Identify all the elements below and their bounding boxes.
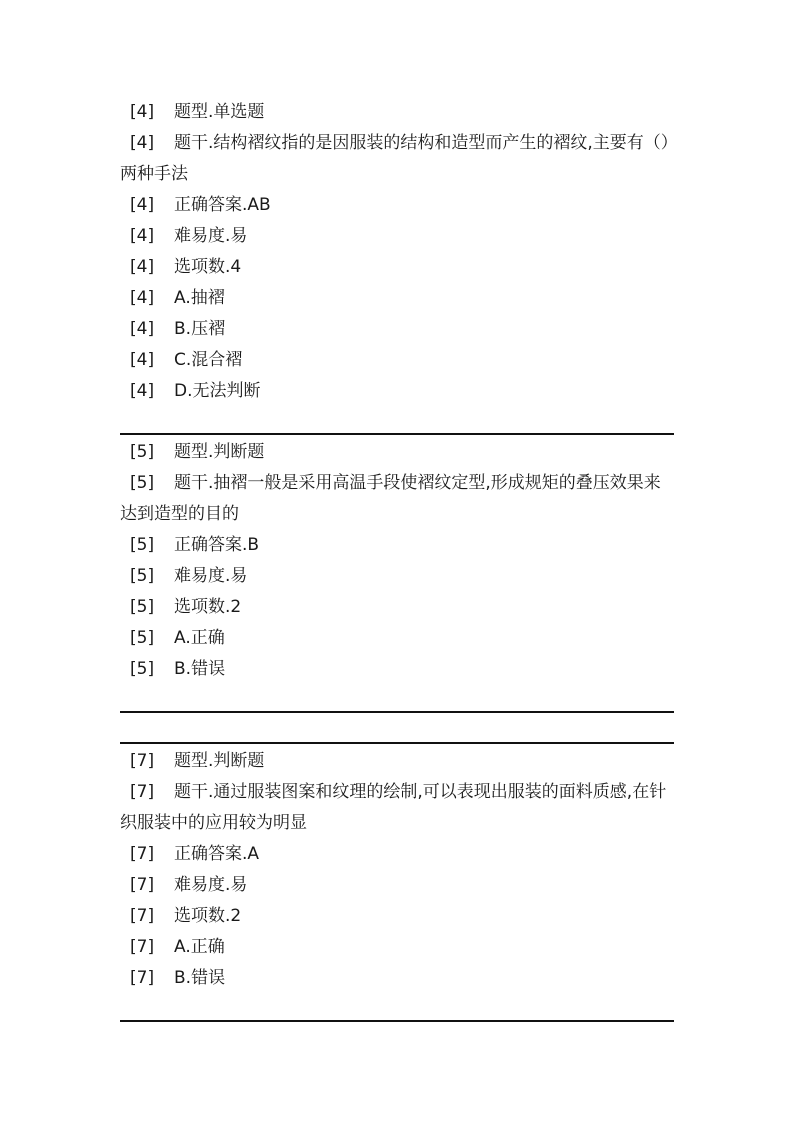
option-line	[120, 623, 674, 654]
question-type-line	[120, 97, 674, 128]
question-type: 题型.单选题	[174, 102, 265, 122]
option-d: D.无法判断	[174, 381, 261, 401]
question-tag: [7]	[130, 906, 155, 926]
question-stem-line	[120, 777, 674, 839]
option-line	[120, 932, 674, 963]
option-a: A.正确	[174, 628, 225, 648]
question-type: 题型.判断题	[174, 751, 265, 771]
question-tag: [5]	[130, 659, 155, 679]
answer-line	[120, 530, 674, 561]
option-count: 选项数.2	[174, 597, 242, 617]
option-c: C.混合褶	[174, 350, 243, 370]
option-b: B.错误	[174, 968, 226, 988]
question-tag: [4]	[130, 350, 155, 370]
question-tag: [7]	[130, 844, 155, 864]
option-count: 选项数.2	[174, 906, 242, 926]
correct-answer: 正确答案.AB	[174, 195, 271, 215]
option-a: A.抽褶	[174, 288, 225, 308]
question-tag: [5]	[130, 597, 155, 617]
question-stem-line	[120, 128, 674, 190]
option-count-line	[120, 252, 674, 283]
option-count-line	[120, 592, 674, 623]
question-tag: [7]	[130, 751, 155, 771]
question-tag: [7]	[130, 875, 155, 895]
question-type-line	[120, 437, 674, 468]
question-block-7	[120, 746, 674, 994]
difficulty-line	[120, 221, 674, 252]
question-tag: [4]	[130, 102, 155, 122]
option-line	[120, 314, 674, 345]
difficulty: 难易度.易	[174, 566, 248, 586]
option-b: B.错误	[174, 659, 226, 679]
divider-line	[120, 742, 674, 744]
question-tag: [7]	[130, 968, 155, 988]
answer-line	[120, 839, 674, 870]
question-tag: [4]	[130, 195, 155, 215]
question-stem: 题干.结构褶纹指的是因服装的结构和造型而产生的褶纹,主要有（）两种手法	[120, 133, 670, 184]
question-type: 题型.判断题	[174, 442, 265, 462]
answer-line	[120, 190, 674, 221]
question-tag: [4]	[130, 319, 155, 339]
question-tag: [4]	[130, 226, 155, 246]
option-count: 选项数.4	[174, 257, 242, 277]
option-line	[120, 654, 674, 685]
question-tag: [7]	[130, 782, 155, 802]
question-type-line	[120, 746, 674, 777]
question-block-5	[120, 437, 674, 685]
correct-answer: 正确答案.A	[174, 844, 260, 864]
question-block-4	[120, 97, 674, 407]
question-tag: [5]	[130, 535, 155, 555]
option-count-line	[120, 901, 674, 932]
question-tag: [4]	[130, 257, 155, 277]
option-line	[120, 963, 674, 994]
question-tag: [5]	[130, 473, 155, 493]
option-line	[120, 283, 674, 314]
question-tag: [7]	[130, 937, 155, 957]
option-line	[120, 376, 674, 407]
question-tag: [4]	[130, 381, 155, 401]
correct-answer: 正确答案.B	[174, 535, 260, 555]
question-tag: [5]	[130, 628, 155, 648]
divider-line	[120, 711, 674, 713]
option-a: A.正确	[174, 937, 225, 957]
question-tag: [5]	[130, 566, 155, 586]
question-stem: 题干.抽褶一般是采用高温手段使褶纹定型,形成规矩的叠压效果来达到造型的目的	[120, 473, 661, 524]
option-line	[120, 345, 674, 376]
question-stem-line	[120, 468, 674, 530]
question-tag: [4]	[130, 288, 155, 308]
difficulty-line	[120, 870, 674, 901]
question-tag: [4]	[130, 133, 155, 153]
question-stem: 题干.通过服装图案和纹理的绘制,可以表现出服装的面料质感,在针织服装中的应用较为明显	[120, 782, 667, 833]
divider-line	[120, 433, 674, 435]
difficulty: 难易度.易	[174, 875, 248, 895]
option-b: B.压褶	[174, 319, 226, 339]
difficulty: 难易度.易	[174, 226, 248, 246]
difficulty-line	[120, 561, 674, 592]
divider-line	[120, 1020, 674, 1022]
question-tag: [5]	[130, 442, 155, 462]
